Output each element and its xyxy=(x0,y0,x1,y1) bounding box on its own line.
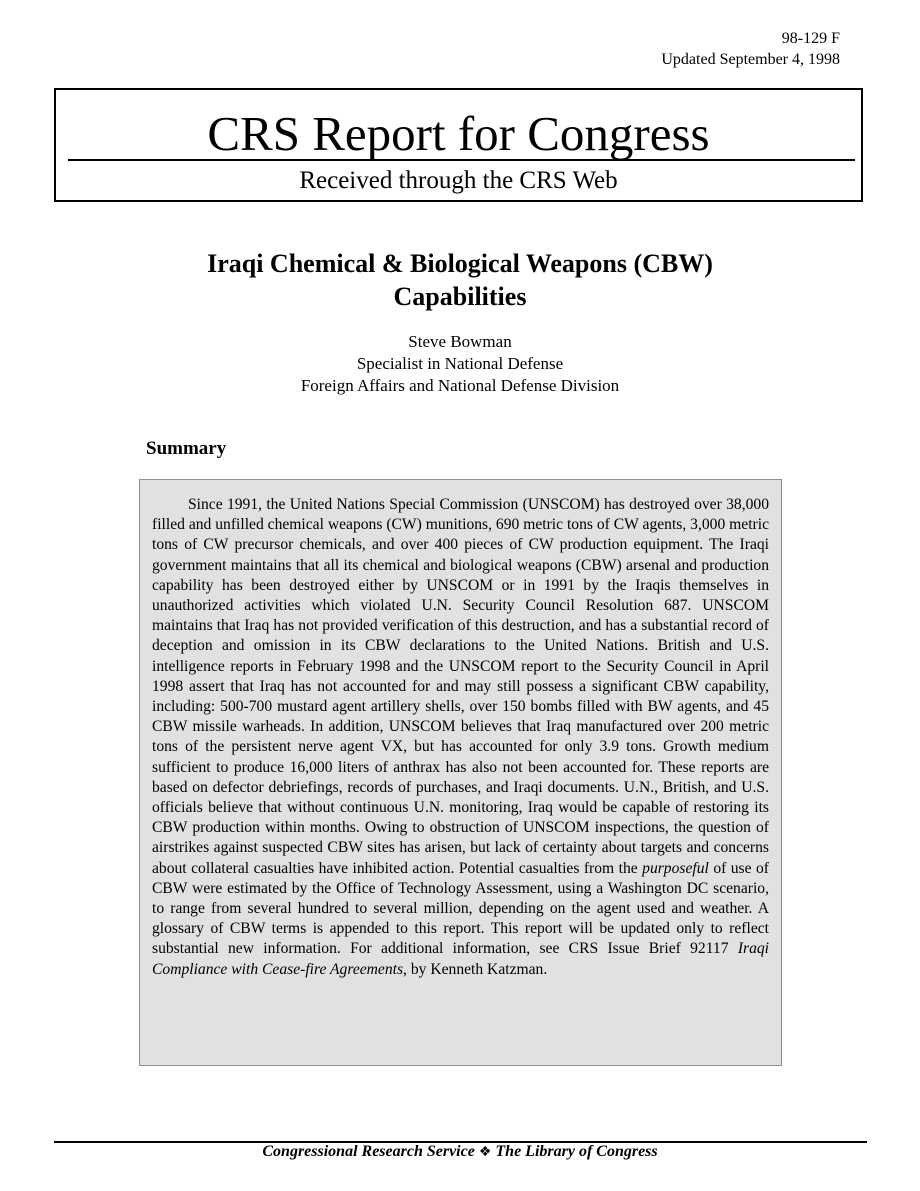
summary-paragraph xyxy=(152,495,769,980)
summary-text-part-2: of use of CBW were estimated by the Office of Technology Assessment, using a Washington DC scenario, to range from several hundred to several million, depending on the agent used and weather. A glossary of CBW terms is appended to this report. This report will be updated only to reflect substantial new information. For additional information, see CRS Issue Brief 92117 xyxy=(152,859,769,958)
document-title-line-1: Iraqi Chemical & Biological Weapons (CBW) xyxy=(207,249,713,278)
report-header-box xyxy=(54,88,863,202)
summary-text-part-3: , by Kenneth Katzman. xyxy=(403,960,548,978)
report-identifier xyxy=(661,28,840,70)
summary-italic-brief-title: Iraqi Compliance with Cease-fire Agreements xyxy=(152,940,769,978)
author-division: Foreign Affairs and National Defense Division xyxy=(300,376,620,395)
page-footer xyxy=(0,1143,920,1161)
author-position: Specialist in National Defense xyxy=(356,354,564,373)
report-header-subtitle: Received through the CRS Web xyxy=(299,167,618,194)
author-name: Steve Bowman xyxy=(408,332,512,351)
author-block xyxy=(130,331,790,397)
footer-crs: Congressional Research Service xyxy=(262,1143,475,1160)
report-number: 98-129 F xyxy=(781,30,840,47)
footer-loc: The Library of Congress xyxy=(495,1143,658,1160)
header-divider xyxy=(68,159,855,161)
updated-date: Updated September 4, 1998 xyxy=(661,51,840,68)
report-header-title: CRS Report for Congress xyxy=(207,106,710,161)
document-title xyxy=(130,247,790,313)
summary-box xyxy=(139,479,782,1066)
summary-text-part-1: Since 1991, the United Nations Special Commission (UNSCOM) has destroyed over 38,000 filled and unfilled chemical weapons (CW) munitions, 690 metric tons of CW agents, 3,000 metric tons of CW precursor chemicals, and over 400 pieces of CW production equipment. The Iraqi government maintains that all its chemical and biological weapons (CBW) arsenal and production capability has been destroyed either by UNSCOM or in 1991 by the Iraqis themselves in unauthorized activities which violated U.N. Security Council Resolution 687. UNSCOM maintains that Iraq has not provided verification of this destruction, and has a substantial record of deception and omission in its CBW declarations to the United Nations. British and U.S. intelligence reports in February 1998 and the UNSCOM report to the Security Council in April 1998 assert that Iraq has not accounted for and may still possess a significant CBW capability, including: 500-700 mustard agent artillery shells, over 150 bombs filled with BW agents, and 45 CBW missile warheads. In addition, UNSCOM believes that Iraq manufactured over 200 metric tons of the persistent nerve agent VX, but has accounted for only 3.9 tons. Growth medium sufficient to produce 16,000 liters of anthrax has also not been accounted for. These reports are based on defector debriefings, records of purchases, and Iraqi documents. U.N., British, and U.S. officials believe that without continuous U.N. monitoring, Iraq would be capable of restoring its CBW production within months. Owing to obstruction of UNSCOM inspections, the question of airstrikes against suspected CBW sites has arisen, but lack of certainty about targets and concerns about collateral casualties have inhibited action. Potential casualties from the xyxy=(152,496,769,877)
summary-italic-purposeful: purposeful xyxy=(642,859,709,877)
document-title-line-2: Capabilities xyxy=(393,282,527,311)
summary-heading: Summary xyxy=(146,438,227,459)
diamond-icon: ❖ xyxy=(478,1145,492,1160)
